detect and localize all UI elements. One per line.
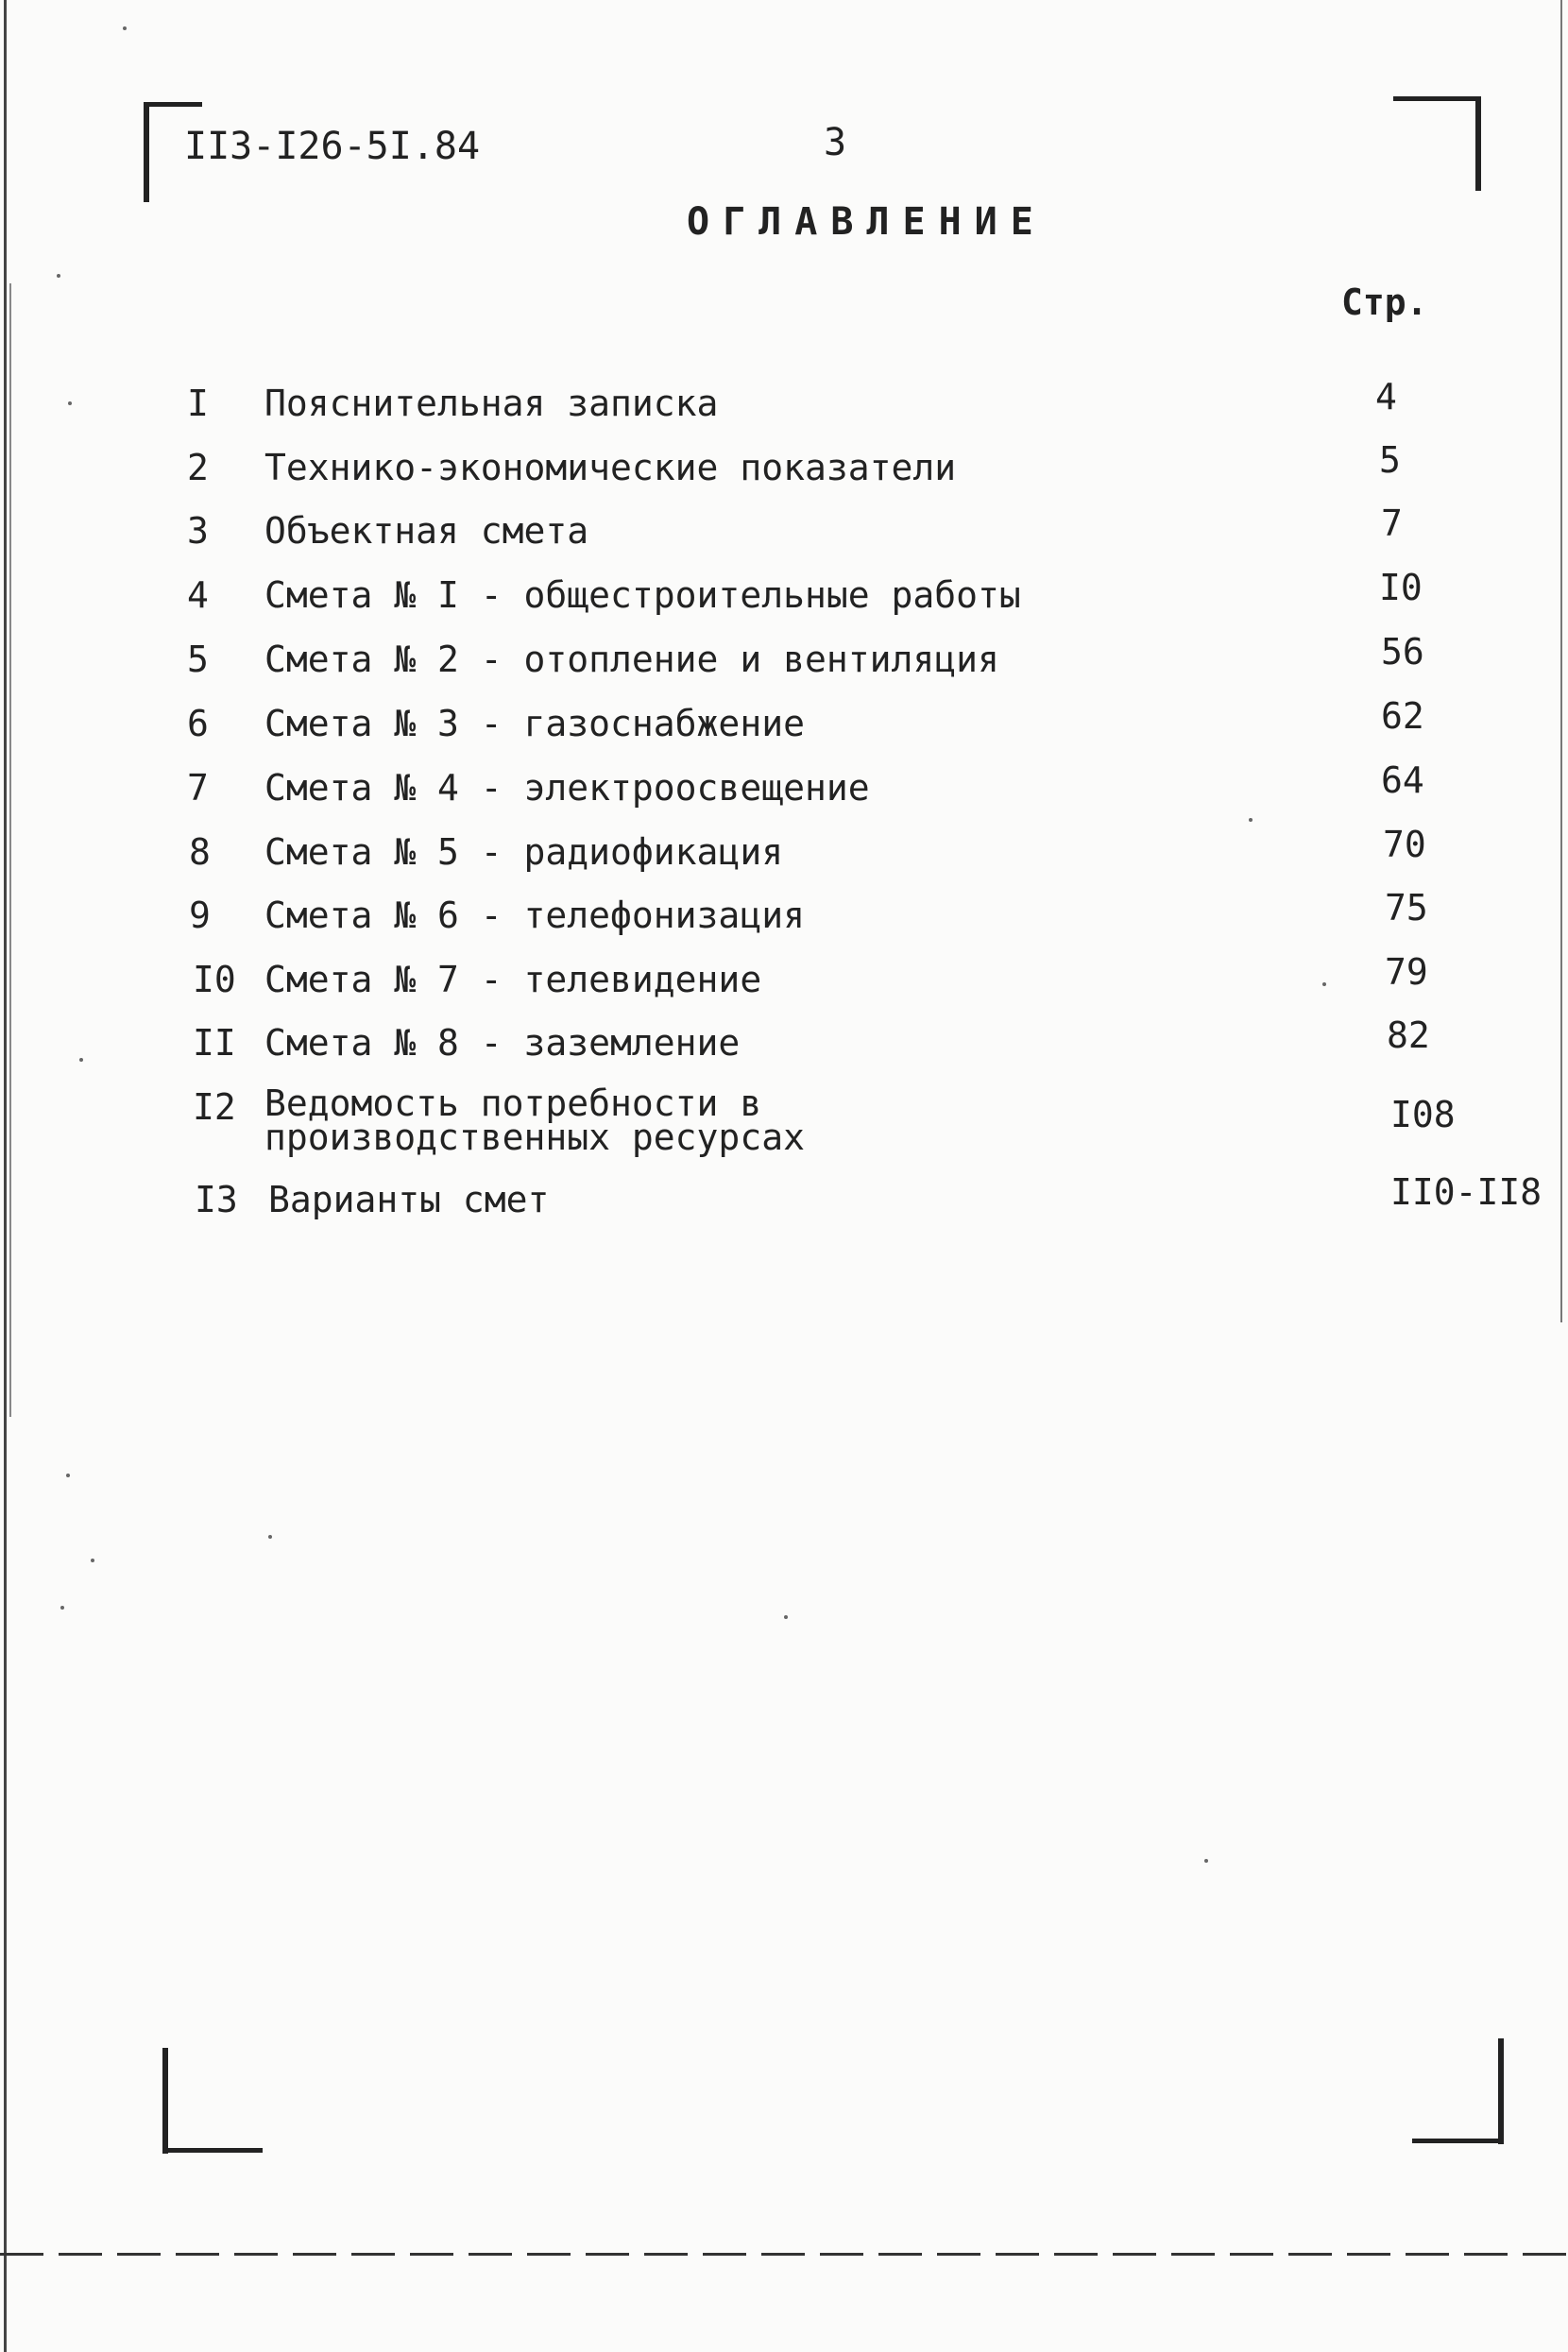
toc-row-page: 56 [1381,631,1424,673]
toc-row-label: Смета № 6 - телефонизация [264,895,805,936]
toc-row-number: 6 [187,703,209,744]
toc-row-number: 4 [187,574,209,616]
scan-speck [1204,1859,1208,1863]
page-title: ОГЛАВЛЕНИЕ [687,200,1047,244]
toc-row-label: Смета № 4 - электроосвещение [264,767,870,809]
left-margin-line [4,0,7,2352]
toc-row-page: 70 [1383,824,1426,865]
corner-bracket-bottom-right-h [1412,2139,1504,2143]
toc-row-label: Смета № 5 - радиофикация [264,831,784,873]
toc-row-number: I3 [195,1179,238,1220]
bottom-dashed-line [0,2253,1568,2256]
left-margin-line-2 [9,283,11,1417]
toc-row-page: 82 [1387,1014,1430,1056]
scan-speck [66,1474,70,1477]
page-column-header: Стр. [1341,281,1428,323]
toc-row-label: Смета № I - общестроительные работы [264,574,1021,616]
toc-row-page: 4 [1375,376,1397,418]
toc-row-number: I0 [193,959,236,1000]
scan-speck [68,401,72,405]
corner-bracket-top-right-h [1393,96,1481,101]
toc-row-label: Пояснительная записка [264,383,719,424]
right-margin-line [1560,0,1562,1322]
toc-row-page: II0-II8 [1390,1171,1542,1213]
corner-bracket-bottom-right [1498,2038,1504,2144]
scan-speck [268,1535,272,1539]
toc-row-page: 75 [1385,887,1428,929]
corner-bracket-bottom-left-h [162,2148,263,2153]
corner-bracket-bottom-left [162,2048,168,2154]
toc-row-number: 2 [187,447,209,488]
toc-row-label: Технико-экономические показатели [264,447,957,488]
document-code: II3-I26-5I.84 [184,125,481,168]
toc-row-number: 3 [187,510,209,552]
toc-row-label: Смета № 7 - телевидение [264,959,762,1000]
toc-row-page: 64 [1381,759,1424,801]
toc-row-page: I08 [1390,1094,1456,1135]
scan-speck [1249,818,1253,822]
page-number: 3 [824,121,847,164]
scan-speck [57,274,60,278]
toc-row-number: 9 [189,895,211,936]
corner-bracket-top-left [144,102,149,202]
toc-row-page: 62 [1381,695,1424,737]
scan-speck [79,1058,83,1062]
toc-row-number: I2 [193,1086,236,1128]
toc-row-number: 7 [187,767,209,809]
toc-row-page: 7 [1381,503,1403,544]
corner-bracket-top-left-h [144,102,202,107]
scan-speck [1322,982,1326,986]
toc-row-number: 8 [189,831,211,873]
toc-row-page: 5 [1379,439,1401,481]
toc-row-number: II [193,1022,236,1064]
scan-speck [60,1606,64,1610]
toc-row-label: Ведомость потребности в производственных ресурсах [264,1082,805,1158]
scan-speck [91,1559,94,1562]
scan-speck [784,1615,788,1619]
toc-row-label: Смета № 8 - заземление [264,1022,741,1064]
toc-row-label: Объектная смета [264,510,589,552]
toc-row-label: Смета № 3 - газоснабжение [264,703,805,744]
scan-speck [123,26,127,30]
toc-row-label: Варианты смет [268,1179,550,1220]
toc-row-page: I0 [1379,567,1423,608]
toc-row-number: I [187,383,209,424]
toc-row-page: 79 [1385,951,1428,993]
toc-row-number: 5 [187,639,209,680]
toc-row-label: Смета № 2 - отопление и вентиляция [264,639,999,680]
corner-bracket-top-right [1475,96,1481,191]
